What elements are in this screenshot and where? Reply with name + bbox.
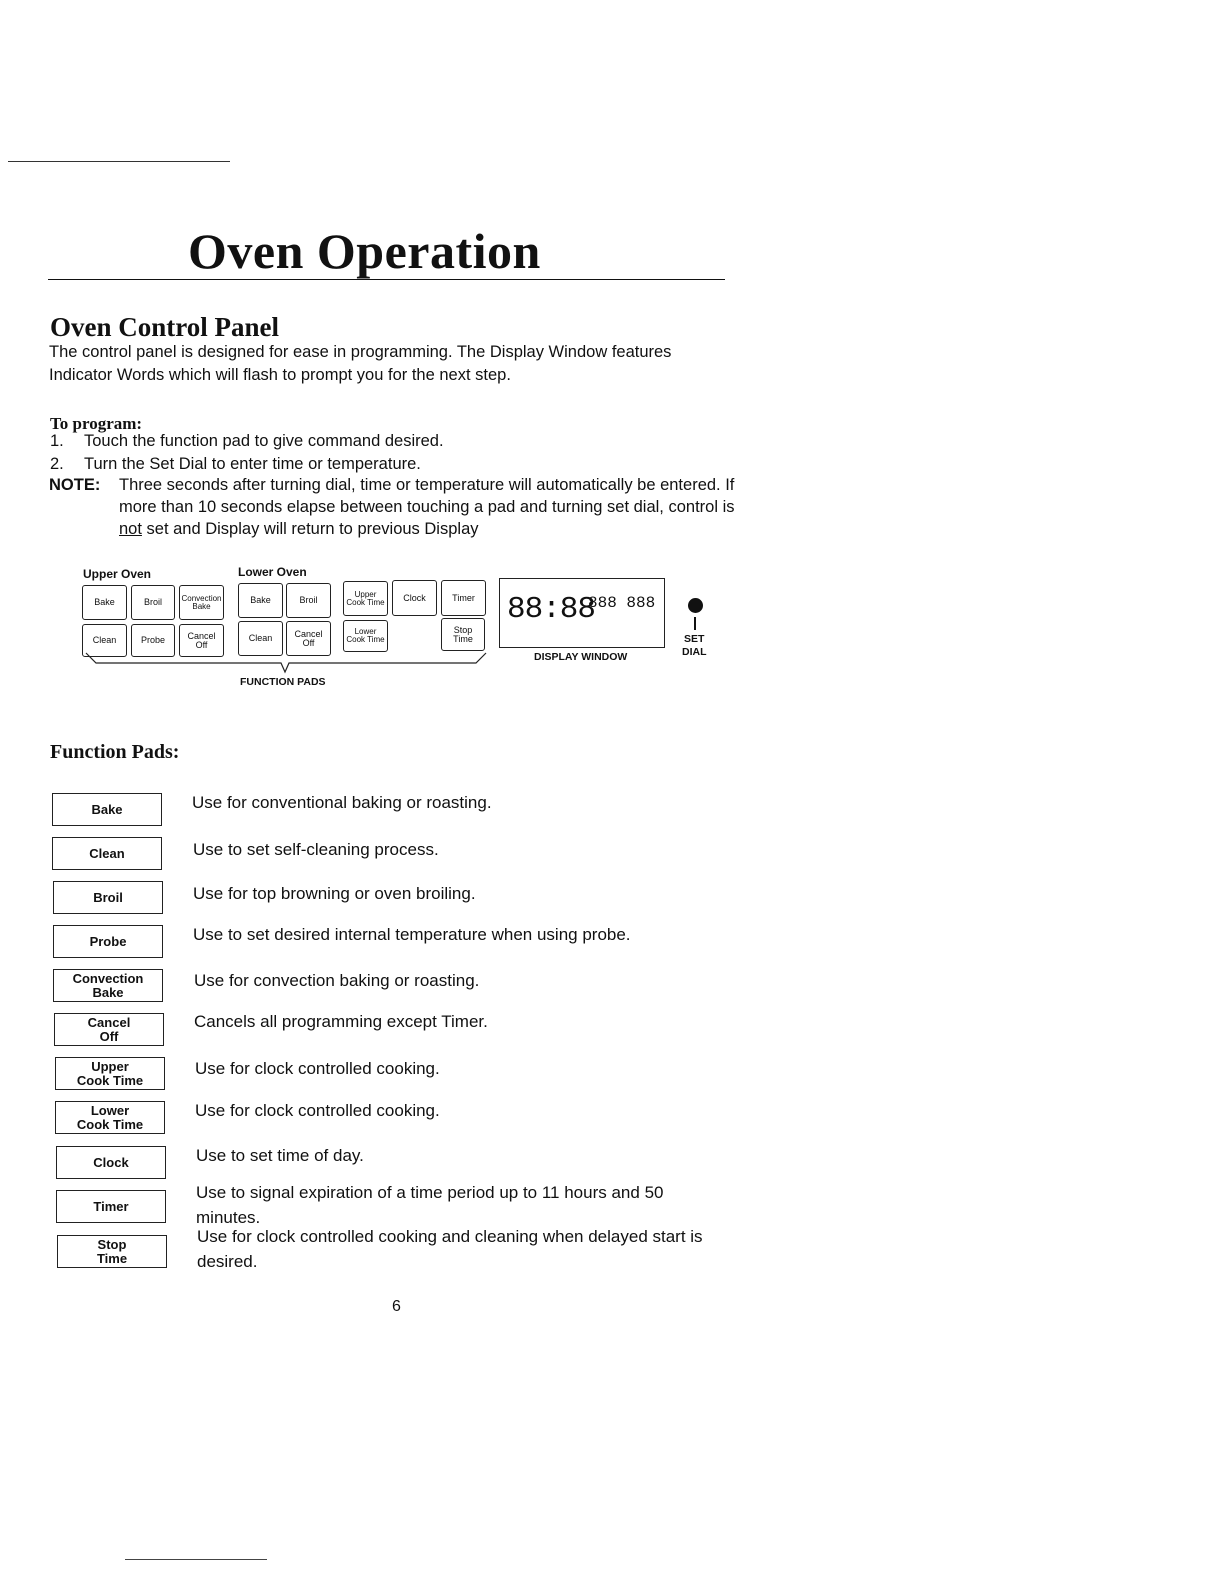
panel-pad-upper-cook-time[interactable]: Upper Cook Time (343, 581, 388, 616)
function-pads-label: FUNCTION PADS (240, 676, 326, 688)
function-pad-description: Use to set time of day. (196, 1146, 364, 1165)
panel-pad-lower-cancel-off[interactable]: Cancel Off (286, 621, 331, 656)
panel-pad-upper-broil[interactable]: Broil (131, 585, 175, 620)
function-pad-broil: Broil (53, 881, 163, 914)
panel-pad-timer[interactable]: Timer (441, 580, 486, 616)
lower-oven-label: Lower Oven (238, 565, 307, 579)
function-pad-description: Use for top browning or oven broiling. (193, 884, 476, 903)
step-text: Touch the function pad to give command desired. (84, 432, 444, 450)
panel-pad-lower-cook-time[interactable]: Lower Cook Time (343, 620, 388, 652)
panel-pad-clock[interactable]: Clock (392, 580, 437, 616)
panel-pad-upper-clean[interactable]: Clean (82, 624, 127, 657)
note-body (119, 474, 735, 540)
note-text: Three seconds after turning dial, time or temperature will automatically be entered. If more than 10 seconds elapse between touching a pad and turning set dial, control is (119, 476, 735, 516)
function-pad-description: Use for clock controlled cooking and cleaning when delayed start is desired. (197, 1227, 703, 1271)
step-text: Turn the Set Dial to enter time or temperature. (84, 455, 421, 473)
set-dial-stem (694, 617, 696, 630)
function-pad-description: Use to set self-cleaning process. (193, 840, 439, 859)
function-pad-description: Use for clock controlled cooking. (195, 1059, 440, 1078)
note (49, 474, 739, 538)
function-pad-convection-bake: Convection Bake (53, 969, 163, 1002)
program-heading: To program: (50, 414, 143, 433)
step-number: 2. (50, 455, 64, 473)
bottom-rule (125, 1559, 267, 1560)
panel-pad-lower-bake[interactable]: Bake (238, 583, 283, 618)
function-pad-upper-cook-time: Upper Cook Time (55, 1057, 165, 1090)
program-step (50, 453, 421, 475)
panel-pad-lower-clean[interactable]: Clean (238, 621, 283, 656)
function-pad-timer: Timer (56, 1190, 166, 1223)
panel-pad-upper-probe[interactable]: Probe (131, 624, 175, 657)
function-pad-description: Use to signal expiration of a time period up to 11 hours and 50 minutes. (196, 1183, 664, 1227)
program-step (50, 430, 444, 452)
function-pads-bracket (84, 652, 488, 676)
function-pad-description: Use for conventional baking or roasting. (192, 793, 492, 812)
function-pad-clock: Clock (56, 1146, 166, 1179)
function-pad-stop-time: Stop Time (57, 1235, 167, 1268)
function-pad-description: Cancels all programming except Timer. (194, 1012, 488, 1031)
function-pad-description: Use to set desired internal temperature when using probe. (193, 925, 631, 944)
display-digits: 88:88 (507, 592, 596, 627)
page-title: Oven Operation (188, 223, 541, 279)
function-pad-description: Use for convection baking or roasting. (194, 971, 480, 990)
panel-pad-upper-cancel-off[interactable]: Cancel Off (179, 624, 224, 657)
display-indicators: 888 888 (588, 594, 656, 612)
intro-paragraph: The control panel is designed for ease in programming. The Display Window features Indicator Words which will flash to prompt you for the next step. (49, 343, 672, 384)
panel-pad-lower-broil[interactable]: Broil (286, 583, 331, 618)
title-rule (48, 279, 725, 280)
function-pad-probe: Probe (53, 925, 163, 958)
panel-pad-upper-bake[interactable]: Bake (82, 585, 127, 620)
step-number: 1. (50, 432, 64, 450)
top-rule (8, 161, 230, 162)
set-label: SET (684, 633, 705, 645)
function-pad-lower-cook-time: Lower Cook Time (55, 1101, 165, 1134)
display-window-label: DISPLAY WINDOW (534, 651, 628, 663)
page-number: 6 (392, 1298, 401, 1315)
function-pads-heading: Function Pads: (50, 741, 180, 763)
function-pad-bake: Bake (52, 793, 162, 826)
function-pad-cancel-off: Cancel Off (54, 1013, 164, 1046)
panel-pad-upper-convection-bake[interactable]: Convection Bake (179, 585, 224, 620)
function-pad-description: Use for clock controlled cooking. (195, 1101, 440, 1120)
dial-label: DIAL (682, 646, 707, 658)
function-pad-clean: Clean (52, 837, 162, 870)
panel-pad-stop-time[interactable]: Stop Time (441, 618, 485, 651)
note-text: set and Display will return to previous Display (141, 520, 479, 538)
section-title: Oven Control Panel (50, 312, 279, 342)
note-label: NOTE: (49, 476, 101, 494)
upper-oven-label: Upper Oven (83, 567, 152, 581)
note-underlined: not (119, 520, 142, 538)
set-dial-knob[interactable] (688, 598, 703, 613)
